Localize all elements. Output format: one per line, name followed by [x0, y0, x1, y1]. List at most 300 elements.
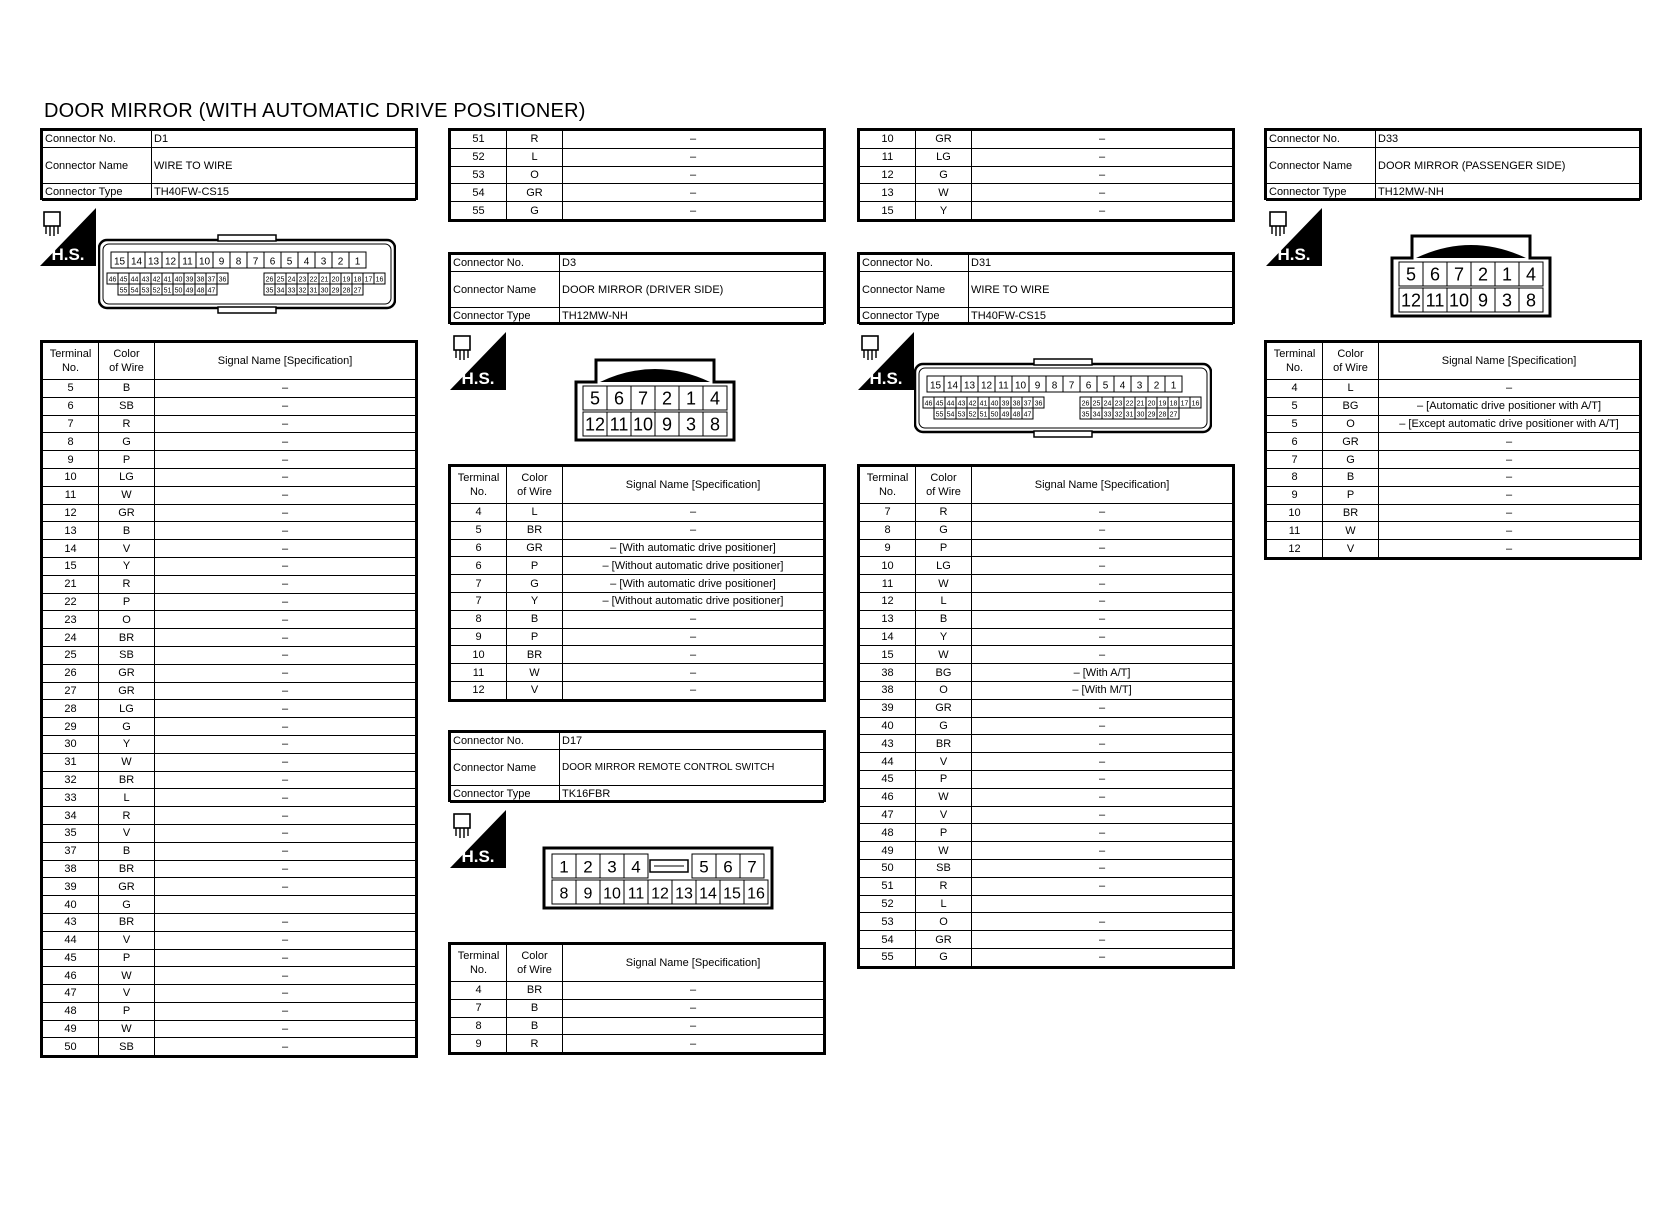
signal-name: – [155, 700, 416, 718]
terminal-no: 28 [43, 700, 99, 718]
pin: 9 [661, 414, 673, 435]
table-row [451, 166, 824, 184]
signal-name: – [155, 557, 416, 575]
pin: 7 [747, 857, 757, 877]
terminal-no: 38 [860, 664, 916, 682]
wire-color: P [507, 628, 563, 646]
pin: 23 [298, 276, 307, 284]
pin: 54 [946, 411, 955, 419]
pin: 9 [218, 256, 225, 268]
table-row [43, 380, 416, 398]
pin: 37 [207, 276, 216, 284]
pin: 12 [164, 256, 177, 268]
terminal-no: 50 [43, 1038, 99, 1056]
terminal-no: 8 [1267, 468, 1323, 486]
signal-name: – [972, 504, 1233, 522]
terminal-table-d3 [448, 464, 826, 702]
wire-color: O [507, 166, 563, 184]
signal-name: – [563, 681, 824, 699]
pin: 27 [1169, 411, 1178, 419]
terminal-no: 35 [43, 824, 99, 842]
terminal-no-header: Terminal No. [1267, 343, 1323, 380]
pin: 16 [747, 885, 765, 903]
wire-color: R [99, 415, 155, 433]
pin: 8 [1051, 380, 1058, 392]
wire-color: O [916, 681, 972, 699]
wire-color: B [507, 610, 563, 628]
table-row [43, 967, 416, 985]
signal-name: – [563, 521, 824, 539]
pin: 13 [675, 885, 693, 903]
pin: 25 [276, 276, 285, 284]
signal-name: – [155, 415, 416, 433]
connector-name-label: Connector Name [451, 272, 560, 308]
pin: 16 [1191, 400, 1200, 408]
pin: 14 [946, 380, 959, 392]
terminal-no: 9 [43, 451, 99, 469]
hs-icon [858, 332, 914, 390]
pin: 47 [1023, 411, 1032, 419]
signal-name: – [972, 699, 1233, 717]
wire-color-header: Color of Wire [916, 467, 972, 504]
pin: 30 [320, 287, 329, 295]
wire-color: P [916, 539, 972, 557]
pin: 55 [935, 411, 944, 419]
terminal-no: 40 [43, 896, 99, 914]
pin: 2 [661, 388, 673, 409]
signal-name: – [155, 593, 416, 611]
wire-color: GR [916, 699, 972, 717]
terminal-no: 40 [860, 717, 916, 735]
table-row [43, 824, 416, 842]
signal-name: – [563, 1035, 824, 1053]
table-row [860, 681, 1233, 699]
signal-name: – [972, 913, 1233, 931]
pin: 52 [152, 287, 161, 295]
table-row [451, 184, 824, 202]
wire-color: W [916, 575, 972, 593]
terminal-no-header: Terminal No. [451, 467, 507, 504]
connector-type-value: TK16FBR [560, 786, 824, 803]
pin: 38 [196, 276, 205, 284]
wire-color: R [916, 877, 972, 895]
wire-color: G [99, 718, 155, 736]
table-row [43, 664, 416, 682]
pin: 41 [163, 276, 172, 284]
table-row [43, 451, 416, 469]
pin: 35 [1081, 411, 1090, 419]
signal-name: – [563, 504, 824, 522]
wire-color: P [99, 1002, 155, 1020]
pin: 4 [709, 388, 721, 409]
terminal-table-d17 [448, 942, 826, 1055]
pin: 28 [1158, 411, 1167, 419]
terminal-no: 10 [860, 557, 916, 575]
terminal-no: 6 [1267, 433, 1323, 451]
wire-color: B [507, 999, 563, 1017]
signal-name: – [563, 148, 824, 166]
signal-name: – [155, 807, 416, 825]
pin: 27 [353, 287, 362, 295]
pin: 10 [632, 414, 654, 435]
terminal-table-d31 [857, 464, 1235, 969]
pin: 13 [147, 256, 160, 268]
terminal-no: 10 [1267, 504, 1323, 522]
terminal-no-header: Terminal No. [451, 945, 507, 982]
terminal-no: 30 [43, 735, 99, 753]
pin: 26 [265, 276, 274, 284]
pin: 48 [1012, 411, 1021, 419]
wire-color: L [507, 504, 563, 522]
table-row [451, 521, 824, 539]
wire-color: P [916, 770, 972, 788]
signal-name: – [155, 1038, 416, 1056]
signal-name: – [Except automatic drive positioner with A/T] [1379, 415, 1640, 433]
hs-icon [450, 810, 506, 868]
table-row [451, 575, 824, 593]
signal-name: – [972, 824, 1233, 842]
wire-color: BR [507, 521, 563, 539]
terminal-no: 49 [860, 842, 916, 860]
signal-name: – [155, 1002, 416, 1020]
pin: 2 [583, 857, 593, 877]
wire-color: B [99, 842, 155, 860]
pin: 55 [119, 287, 128, 295]
signal-name: – [1379, 504, 1640, 522]
terminal-no: 12 [1267, 540, 1323, 558]
terminal-no: 4 [451, 504, 507, 522]
pin: 1 [1170, 380, 1177, 392]
terminal-no: 13 [860, 610, 916, 628]
pin: 45 [935, 400, 944, 408]
table-row [860, 859, 1233, 877]
wire-color: L [1323, 380, 1379, 398]
table-row [451, 681, 824, 699]
wire-color: R [507, 1035, 563, 1053]
terminal-no: 54 [860, 931, 916, 949]
signal-name: – [155, 451, 416, 469]
table-row [43, 682, 416, 700]
connector-type-label: Connector Type [43, 184, 152, 201]
wire-color: L [99, 789, 155, 807]
pin: 53 [141, 287, 150, 295]
table-row [451, 628, 824, 646]
terminal-no: 4 [451, 982, 507, 1000]
signal-name: – [972, 539, 1233, 557]
wire-color: Y [916, 202, 972, 220]
pin: 7 [637, 388, 649, 409]
signal-name: – [1379, 522, 1640, 540]
table-row [860, 895, 1233, 913]
terminal-no: 7 [1267, 451, 1323, 469]
table-row [1267, 380, 1640, 398]
signal-name: – [155, 397, 416, 415]
wire-color: P [99, 451, 155, 469]
terminal-no: 22 [43, 593, 99, 611]
table-row [860, 842, 1233, 860]
signal-name: – [155, 522, 416, 540]
pin: 19 [1158, 400, 1167, 408]
terminal-no: 11 [1267, 522, 1323, 540]
pin: 44 [946, 400, 955, 408]
terminal-no: 11 [451, 664, 507, 682]
signal-name: – [Without automatic drive positioner] [563, 592, 824, 610]
pin: 3 [607, 857, 617, 877]
table-row [43, 468, 416, 486]
wire-color: GR [99, 878, 155, 896]
wire-color: BR [99, 771, 155, 789]
pin: 11 [998, 380, 1009, 392]
pin: 11 [182, 256, 193, 268]
wire-color: O [99, 611, 155, 629]
pin: 40 [174, 276, 183, 284]
pin: 15 [113, 256, 126, 268]
pin: 22 [1125, 400, 1134, 408]
wire-color: G [916, 166, 972, 184]
pin: 31 [1125, 411, 1134, 419]
wire-color: V [99, 540, 155, 558]
table-row [860, 931, 1233, 949]
wire-color: V [99, 985, 155, 1003]
terminal-no: 39 [860, 699, 916, 717]
pin: 29 [331, 287, 340, 295]
table-row [43, 700, 416, 718]
wire-color: O [1323, 415, 1379, 433]
wire-color: V [916, 753, 972, 771]
wire-color: GR [916, 131, 972, 149]
signal-name: – [563, 646, 824, 664]
wire-color: BR [99, 913, 155, 931]
terminal-no: 15 [860, 646, 916, 664]
connector-name-label: Connector Name [1267, 148, 1376, 184]
signal-name: – [155, 967, 416, 985]
pin: 26 [1081, 400, 1090, 408]
pin: 38 [1012, 400, 1021, 408]
table-row [43, 860, 416, 878]
wire-color: GR [507, 184, 563, 202]
pin: 53 [957, 411, 966, 419]
terminal-no: 34 [43, 807, 99, 825]
table-row [860, 592, 1233, 610]
pin: 22 [309, 276, 318, 284]
table-row [43, 753, 416, 771]
table-row [43, 486, 416, 504]
pin: 18 [1169, 400, 1178, 408]
signal-name: – [Automatic drive positioner with A/T] [1379, 397, 1640, 415]
signal-name: – [Without automatic drive positioner] [563, 557, 824, 575]
connector-name-label: Connector Name [860, 272, 969, 308]
wire-color: V [507, 681, 563, 699]
terminal-table-d1-continued [448, 128, 826, 222]
terminal-no: 8 [860, 521, 916, 539]
signal-name: – [155, 753, 416, 771]
pin: 21 [1136, 400, 1145, 408]
signal-name: – [155, 931, 416, 949]
pin: 6 [269, 256, 276, 268]
pin: 43 [957, 400, 966, 408]
terminal-no: 13 [860, 184, 916, 202]
pin: 9 [1477, 290, 1489, 311]
signal-name: – [972, 557, 1233, 575]
wire-color: G [507, 575, 563, 593]
table-row [451, 592, 824, 610]
terminal-no: 21 [43, 575, 99, 593]
table-row [860, 504, 1233, 522]
signal-name: – [155, 771, 416, 789]
wire-color: W [916, 184, 972, 202]
connector-info-d33 [1264, 128, 1642, 200]
signal-name: – [563, 1017, 824, 1035]
table-row [43, 949, 416, 967]
pin: 12 [584, 414, 606, 435]
wire-color: L [916, 895, 972, 913]
pin: 49 [185, 287, 194, 295]
table-row [860, 148, 1233, 166]
signal-name: – [563, 664, 824, 682]
wire-color: G [916, 717, 972, 735]
pin: 1 [1501, 264, 1513, 285]
wire-color: BR [916, 735, 972, 753]
terminal-no: 53 [451, 166, 507, 184]
pin: 36 [218, 276, 227, 284]
table-row [43, 931, 416, 949]
terminal-no: 9 [451, 628, 507, 646]
signal-name: – [155, 949, 416, 967]
wire-color: SB [99, 397, 155, 415]
pin: 4 [631, 857, 641, 877]
terminal-no: 5 [43, 380, 99, 398]
terminal-no: 7 [451, 592, 507, 610]
terminal-no: 10 [860, 131, 916, 149]
signal-name: – [With automatic drive positioner] [563, 575, 824, 593]
signal-name: – [972, 148, 1233, 166]
wire-color: R [99, 575, 155, 593]
wire-color-header: Color of Wire [1323, 343, 1379, 380]
signal-name: – [972, 184, 1233, 202]
table-row [860, 717, 1233, 735]
signal-name: – [972, 131, 1233, 149]
hs-label: H.S. [869, 369, 903, 388]
connector-diagram-d33 [1390, 232, 1552, 318]
signal-name: – [1379, 433, 1640, 451]
pin: 20 [1147, 400, 1156, 408]
connector-name-value: WIRE TO WIRE [152, 148, 416, 184]
pin: 40 [990, 400, 999, 408]
signal-name: – [1379, 451, 1640, 469]
terminal-no: 6 [451, 557, 507, 575]
signal-name: – [972, 592, 1233, 610]
terminal-no: 4 [1267, 380, 1323, 398]
signal-name: – [972, 646, 1233, 664]
pin: 12 [1400, 290, 1422, 311]
pin: 8 [559, 885, 569, 903]
signal-name: – [155, 486, 416, 504]
signal-name: – [1379, 486, 1640, 504]
pin: 9 [1034, 380, 1041, 392]
terminal-no: 6 [451, 539, 507, 557]
terminal-no: 45 [860, 770, 916, 788]
signal-name: – [With M/T] [972, 681, 1233, 699]
pin: 36 [1034, 400, 1043, 408]
connector-no-label: Connector No. [451, 255, 560, 272]
table-row [43, 985, 416, 1003]
pin: 44 [130, 276, 139, 284]
wire-color: G [916, 521, 972, 539]
wire-color: BG [916, 664, 972, 682]
wire-color-header: Color of Wire [507, 945, 563, 982]
pin: 41 [979, 400, 988, 408]
signal-name-header: Signal Name [Specification] [155, 343, 416, 380]
wire-color: BR [507, 982, 563, 1000]
pin: 34 [276, 287, 285, 295]
connector-name-label: Connector Name [451, 750, 560, 786]
table-row [1267, 540, 1640, 558]
terminal-no: 15 [43, 557, 99, 575]
terminal-no: 11 [860, 575, 916, 593]
pin: 1 [354, 256, 361, 268]
table-row [451, 557, 824, 575]
connector-name-value: DOOR MIRROR REMOTE CONTROL SWITCH [560, 750, 824, 786]
table-row [1267, 433, 1640, 451]
connector-type-label: Connector Type [1267, 184, 1376, 201]
hs-label: H.S. [51, 245, 85, 264]
pin: 10 [1448, 290, 1470, 311]
terminal-no: 44 [860, 753, 916, 771]
table-row [1267, 522, 1640, 540]
hs-icon [450, 332, 506, 390]
signal-name: – [155, 380, 416, 398]
terminal-no: 47 [43, 985, 99, 1003]
pin: 11 [627, 885, 645, 903]
signal-name: – [155, 878, 416, 896]
table-row [860, 664, 1233, 682]
wire-color: W [916, 788, 972, 806]
pin: 54 [130, 287, 139, 295]
signal-name: – [563, 982, 824, 1000]
pin: 3 [1136, 380, 1143, 392]
wire-color: B [916, 610, 972, 628]
pin: 30 [1136, 411, 1145, 419]
connector-no-value: D31 [969, 255, 1233, 272]
wire-color: P [507, 557, 563, 575]
table-row [860, 788, 1233, 806]
table-row [860, 557, 1233, 575]
pin: 43 [141, 276, 150, 284]
table-row [860, 628, 1233, 646]
signal-name: – [972, 735, 1233, 753]
pin: 5 [1405, 264, 1417, 285]
pin: 50 [174, 287, 183, 295]
terminal-no: 54 [451, 184, 507, 202]
connector-info-d17 [448, 730, 826, 802]
pin: 21 [320, 276, 329, 284]
pin: 12 [651, 885, 669, 903]
pin: 17 [1180, 400, 1189, 408]
pin: 2 [1153, 380, 1160, 392]
terminal-no: 45 [43, 949, 99, 967]
table-row [1267, 415, 1640, 433]
terminal-no: 32 [43, 771, 99, 789]
table-row [43, 646, 416, 664]
pin: 3 [685, 414, 697, 435]
table-row [860, 131, 1233, 149]
wire-color: W [99, 1020, 155, 1038]
terminal-no: 47 [860, 806, 916, 824]
wire-color: BG [1323, 397, 1379, 415]
wire-color: L [507, 148, 563, 166]
wire-color: P [916, 824, 972, 842]
wire-color: GR [507, 539, 563, 557]
